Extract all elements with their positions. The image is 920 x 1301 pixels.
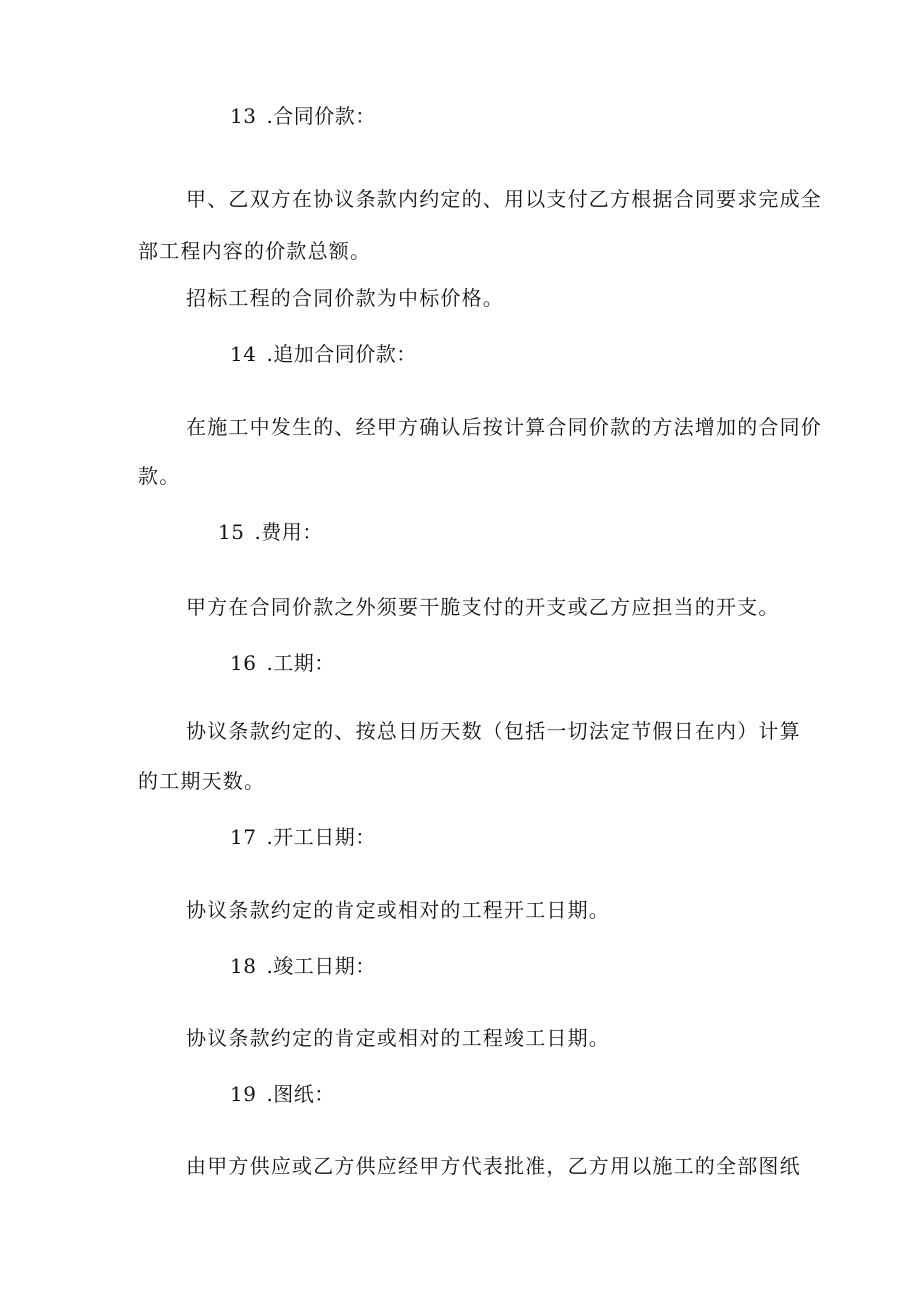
paragraph-line: 甲、乙双方在协议条款内约定的、用以支付乙方根据合同要求完成全 <box>186 187 822 211</box>
section-heading-18 <box>230 953 376 979</box>
section-number: 16 <box>230 651 257 675</box>
paragraph-line: 在施工中发生的、经甲方确认后按计算合同价款的方法增加的合同价 <box>186 415 822 439</box>
section-title: .图纸： <box>266 1082 335 1106</box>
paragraph-line: 的工期天数。 <box>138 769 266 793</box>
section-number: 17 <box>230 825 257 849</box>
section-heading-19 <box>230 1081 335 1107</box>
section-title: .追加合同价款： <box>266 342 417 366</box>
section-title: .开工日期： <box>266 825 376 849</box>
section-number: 18 <box>230 954 257 978</box>
paragraph-line: 部工程内容的价款总额。 <box>138 239 372 263</box>
section-title: .工期： <box>266 651 335 675</box>
paragraph-line: 由甲方供应或乙方供应经甲方代表批准，乙方用以施工的全部图纸 <box>186 1154 801 1178</box>
section-title: .费用： <box>254 520 323 544</box>
section-title: .合同价款： <box>266 104 376 128</box>
section-number: 13 <box>230 104 257 128</box>
section-heading-17 <box>230 824 376 850</box>
paragraph-line: 协议条款约定的肯定或相对的工程竣工日期。 <box>186 1026 610 1050</box>
paragraph-line: 款。 <box>138 464 181 488</box>
section-number: 14 <box>230 342 257 366</box>
section-heading-16 <box>230 650 335 676</box>
paragraph-line: 招标工程的合同价款为中标价格。 <box>186 286 504 310</box>
section-heading-14 <box>230 341 417 367</box>
paragraph-line: 协议条款约定的、按总日历天数（包括一切法定节假日在内）计算 <box>186 719 801 743</box>
section-title: .竣工日期： <box>266 954 376 978</box>
paragraph-line: 甲方在合同价款之外须要干脆支付的开支或乙方应担当的开支。 <box>186 595 780 619</box>
section-number: 19 <box>230 1082 257 1106</box>
section-number: 15 <box>218 520 245 544</box>
section-heading-15 <box>218 519 323 545</box>
section-heading-13 <box>230 103 376 129</box>
paragraph-line: 协议条款约定的肯定或相对的工程开工日期。 <box>186 898 610 922</box>
